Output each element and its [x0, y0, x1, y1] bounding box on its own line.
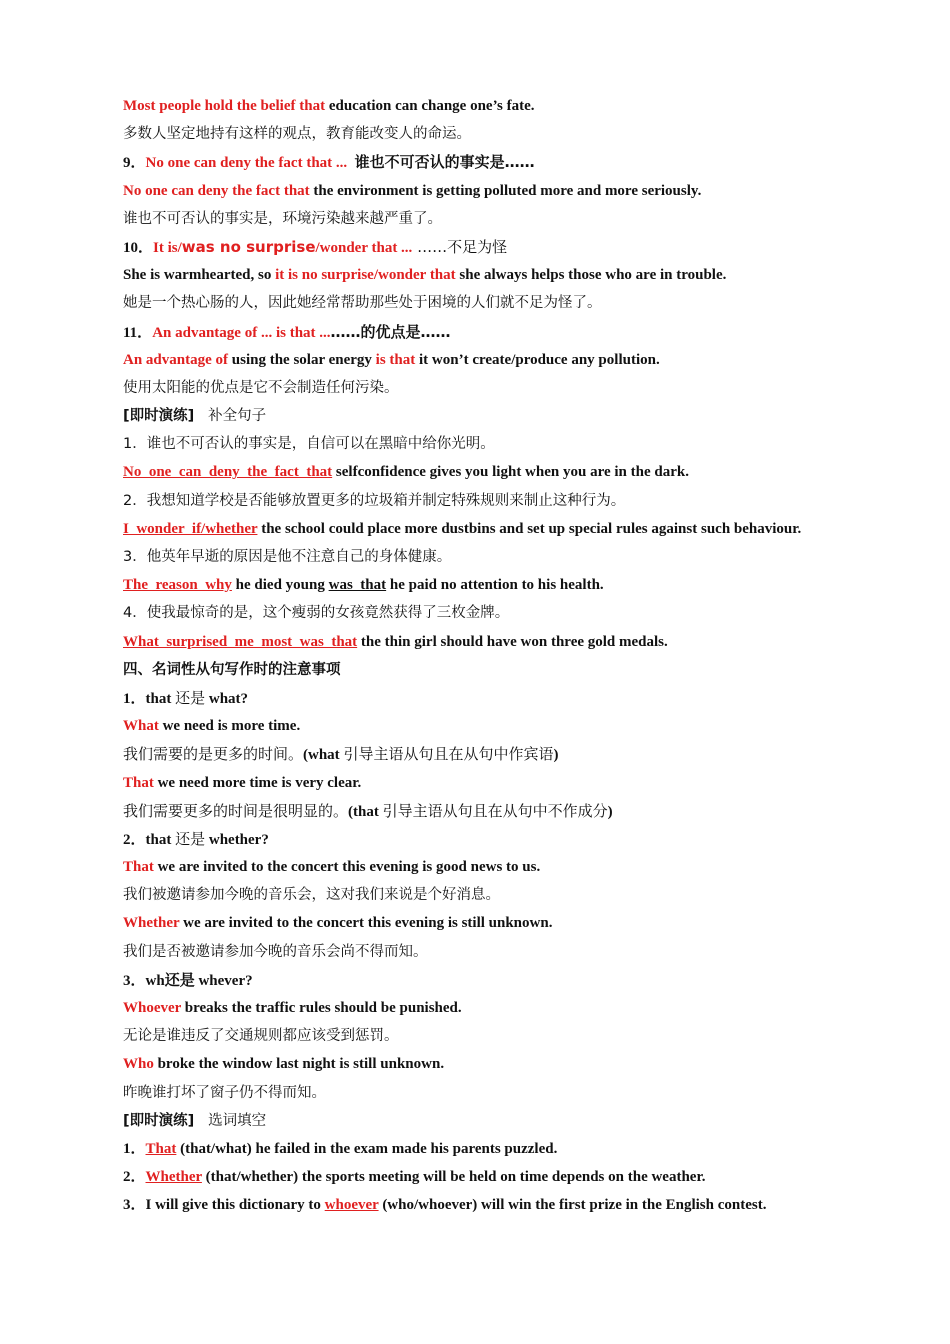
text-line — [123, 825, 883, 853]
answer-text: That — [145, 1140, 177, 1157]
text-line — [123, 599, 883, 627]
highlight-text: Most people hold the belief that — [123, 98, 326, 114]
highlight-text: It is/ — [153, 239, 182, 256]
text-line — [123, 712, 883, 740]
text-run: 昨晚谁打坏了窗子仍不得而知。 — [123, 1084, 326, 1101]
text-run: we need is more time. — [158, 718, 301, 735]
text-run: using the solar energy — [228, 351, 376, 368]
text-run: broke the window last night is still unknown. — [153, 1056, 445, 1073]
text-run: the environment is getting polluted more and more seriously. — [309, 182, 702, 199]
text-line — [123, 402, 883, 430]
text-run: (that/whether) the sports meeting will be held on time depends on the weather. — [201, 1169, 706, 1186]
text-run: 2． — [123, 1169, 146, 1186]
text-run: 1．谁也不可否认的事实是，自信可以在黑暗中给你光明。 — [123, 436, 495, 453]
highlight-text: /wonder that ... — [315, 239, 413, 256]
text-run: what? — [205, 690, 249, 707]
text-run: selfconfidence gives you light when you are in the dark. — [332, 464, 689, 481]
text-line — [123, 120, 883, 148]
text-line — [123, 430, 883, 458]
answer-text: I wonder if/whether — [123, 520, 258, 537]
text-line — [123, 881, 883, 909]
text-line — [123, 346, 883, 374]
text-line — [123, 1135, 883, 1163]
highlight-text: An advantage of — [123, 351, 229, 368]
highlight-text: That — [123, 774, 154, 791]
answer-text: Whether — [145, 1169, 202, 1186]
text-line — [123, 938, 883, 966]
text-run: we are invited to the concert this evening is good news to us. — [153, 859, 541, 876]
text-run: ……的优点是…… — [330, 322, 451, 341]
answer-text: What surprised me most was that — [123, 633, 358, 650]
text-line — [123, 628, 883, 656]
text-run: 11． — [123, 324, 153, 341]
text-run: the thin girl should have won three gold medals. — [357, 633, 668, 650]
text-run: 3．wh — [123, 972, 165, 989]
text-line — [123, 374, 883, 402]
text-run: it won’t create/produce any pollution. — [415, 351, 660, 368]
answer-text: The reason why — [123, 577, 232, 594]
text-run: 3．他英年早逝的原因是他不注意自己的身体健康。 — [123, 549, 452, 565]
text-line — [123, 1191, 883, 1219]
text-line — [123, 994, 883, 1022]
text-run: 谁也不可否认的事实是，环境污染越来越严重了。 — [123, 210, 442, 227]
highlight-text: No one can deny the fact that — [123, 182, 310, 199]
text-line — [123, 1079, 883, 1107]
text-run: 选词填空 — [194, 1112, 267, 1129]
text-run: 10． — [123, 239, 154, 256]
text-run: she always helps those who are in trouble. — [455, 267, 727, 284]
text-run: [即时演练] — [123, 408, 195, 425]
text-run: 多数人坚定地持有这样的观点，教育能改变人的命运。 — [123, 126, 471, 143]
text-run: 1．that — [123, 690, 176, 707]
text-run: ……不足为怪 — [412, 237, 508, 256]
text-run: we are invited to the concert this evening is still unknown. — [179, 915, 553, 932]
text-line — [123, 92, 883, 120]
text-run: (who/whoever) will win the first prize in the English contest. — [378, 1197, 767, 1214]
text-run: 我们需要的是更多的时间。 — [123, 745, 304, 764]
answer-text: No one can deny the fact that — [123, 464, 333, 481]
text-run: 4．使我最惊奇的是，这个瘦弱的女孩竟然获得了三枚金牌。 — [123, 605, 510, 622]
text-line — [123, 966, 883, 994]
text-run: 9． — [123, 155, 146, 172]
text-line — [123, 1107, 883, 1135]
text-run: whever? — [194, 972, 253, 989]
text-line — [123, 458, 883, 486]
text-run: 引导主语从句且在从句中作宾语 — [343, 745, 554, 764]
text-run: 补全句子 — [194, 408, 267, 425]
highlight-text: Whether — [123, 915, 180, 932]
highlight-text: No one can deny the fact that ... — [145, 155, 348, 172]
text-run: 我们需要更多的时间是很明显的。 — [123, 801, 349, 820]
text-line — [123, 261, 883, 289]
text-run: whether? — [205, 831, 269, 848]
text-run: breaks the traffic rules should be punished. — [181, 1000, 462, 1016]
text-run: 2．我想知道学校是否能够放置更多的垃圾箱并制定特殊规则来制止这种行为。 — [123, 492, 626, 509]
text-run: 还是 — [164, 970, 195, 989]
text-run: 谁也不可否认的事实是…… — [354, 153, 535, 172]
document-body — [123, 92, 883, 1220]
text-run: (that — [348, 803, 383, 820]
highlight-text: is that — [375, 351, 416, 368]
highlight-text: Who — [123, 1056, 154, 1073]
text-run: 还是 — [175, 829, 206, 848]
text-line — [123, 205, 883, 233]
text-line — [123, 543, 883, 571]
text-run: ) — [553, 747, 559, 764]
text-run: he died young — [231, 577, 329, 594]
text-run: 她是一个热心肠的人，因此她经常帮助那些处于困境的人们就不足为怪了。 — [123, 295, 602, 312]
highlight-text: it is no surprise/wonder that — [275, 267, 456, 284]
text-run: 还是 — [175, 688, 206, 707]
text-run: 四、名词性从句写作时的注意事项 — [123, 661, 341, 678]
text-line — [123, 571, 883, 599]
text-line — [123, 177, 883, 205]
text-run: (that/what) he failed in the exam made his parents puzzled. — [176, 1140, 558, 1157]
highlight-text: What — [123, 718, 159, 735]
text-line — [123, 797, 883, 825]
text-line — [123, 515, 883, 543]
text-run: the school could place more dustbins and set up special rules against such behaviour. — [257, 520, 802, 537]
text-run: 使用太阳能的优点是它不会制造任何污染。 — [123, 379, 399, 396]
text-line — [123, 1050, 883, 1078]
text-run: 无论是谁违反了交通规则都应该受到惩罚。 — [123, 1028, 399, 1045]
highlight-text: Whoever — [123, 1000, 182, 1016]
text-run: [即时演练] — [123, 1112, 195, 1129]
text-line — [123, 487, 883, 515]
text-run: was that — [328, 577, 387, 594]
text-run — [347, 155, 355, 171]
text-line — [123, 289, 883, 317]
text-line — [123, 148, 883, 176]
text-line — [123, 656, 883, 684]
text-line — [123, 740, 883, 768]
text-run: (what — [303, 747, 344, 764]
text-line — [123, 318, 883, 346]
text-run: She is warmhearted, so — [123, 267, 276, 284]
text-run: education can change one’s fate. — [325, 98, 535, 114]
highlight-text: That — [123, 859, 154, 876]
answer-text: whoever — [324, 1197, 379, 1214]
text-run: we need more time is very clear. — [153, 774, 362, 791]
text-line — [123, 684, 883, 712]
text-run: 我们被邀请参加今晚的音乐会，这对我们来说是个好消息。 — [123, 887, 500, 904]
text-run: 3．I will give this dictionary to — [123, 1197, 325, 1214]
text-line — [123, 909, 883, 937]
text-run: ) — [607, 803, 613, 820]
text-run: 1． — [123, 1140, 146, 1157]
text-run: he paid no attention to his health. — [386, 577, 604, 594]
text-line — [123, 1163, 883, 1191]
text-line — [123, 1022, 883, 1050]
text-line — [123, 853, 883, 881]
text-line — [123, 769, 883, 797]
highlight-text: An advantage of ... is that ... — [152, 324, 331, 341]
highlight-text: was no surprise — [181, 237, 316, 256]
text-run: 引导主语从句且在从句中不作成分 — [382, 801, 608, 820]
text-run: 我们是否被邀请参加今晚的音乐会尚不得而知。 — [123, 943, 428, 960]
text-run: 2．that — [123, 831, 176, 848]
text-line — [123, 233, 883, 261]
